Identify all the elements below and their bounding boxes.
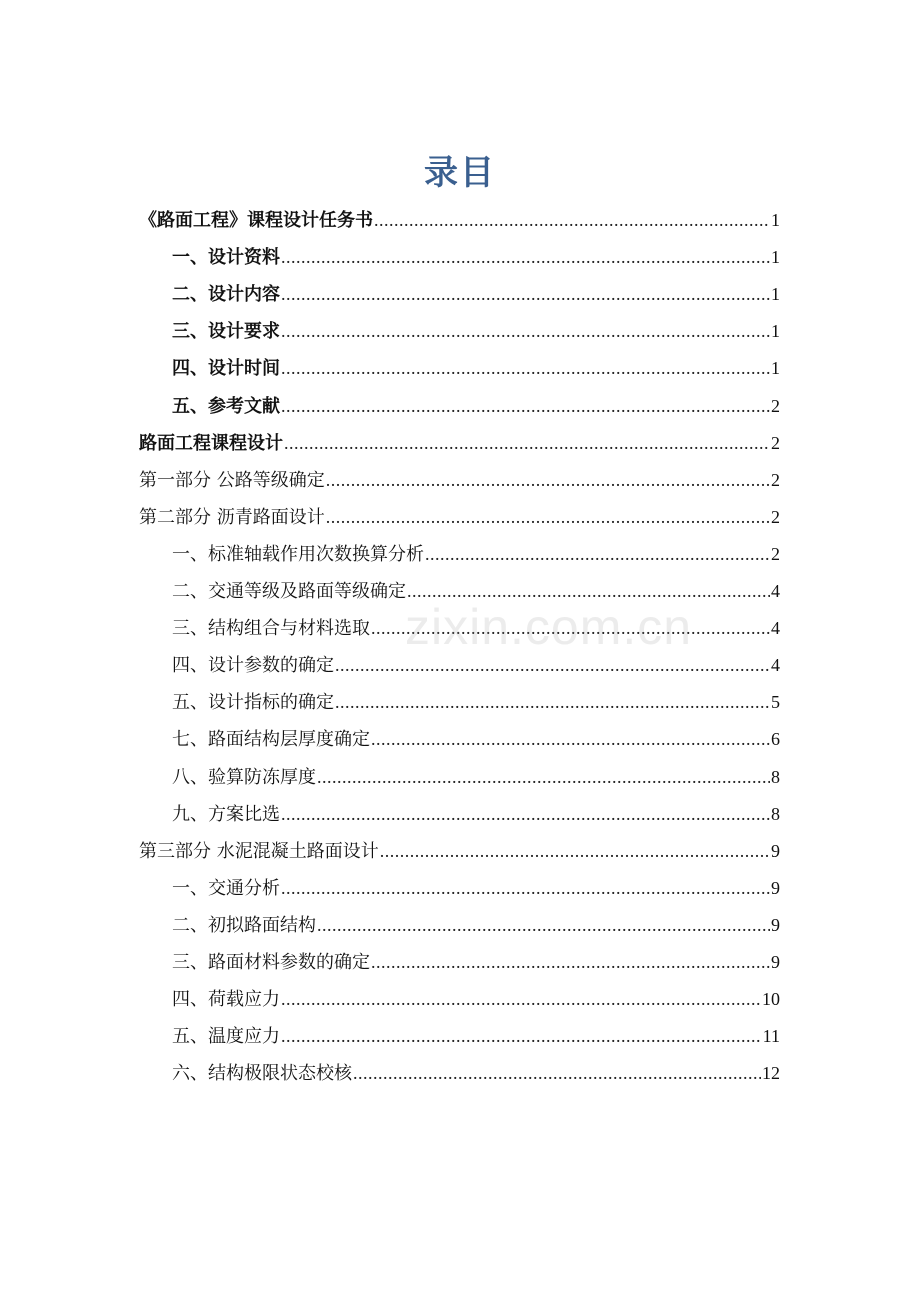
- toc-entry-label: 三、路面材料参数的确定: [172, 952, 370, 973]
- toc-entry-label: 一、设计资料: [172, 247, 280, 269]
- toc-entry[interactable]: [172, 796, 780, 833]
- toc-page-number: 4: [771, 655, 780, 676]
- watermark: zixin.com.cn: [405, 599, 693, 655]
- toc-entry[interactable]: [139, 833, 780, 870]
- toc-dot-leader: [317, 759, 770, 796]
- toc-entry[interactable]: [172, 684, 780, 721]
- toc-entry[interactable]: [172, 610, 780, 647]
- toc-dot-leader: [335, 684, 770, 721]
- toc-entry[interactable]: [139, 202, 780, 239]
- toc-entry[interactable]: [172, 239, 780, 276]
- toc-entry[interactable]: [172, 573, 780, 610]
- toc-dot-leader: [281, 239, 770, 276]
- toc-dot-leader: [281, 1018, 762, 1055]
- toc-page-number: 2: [771, 543, 780, 564]
- toc-entry-label: 四、设计时间: [172, 358, 280, 380]
- toc-entry[interactable]: [172, 1018, 780, 1055]
- toc-dot-leader: [371, 610, 770, 647]
- toc-entry-label: 四、荷载应力: [172, 989, 280, 1011]
- toc-entry[interactable]: [172, 313, 780, 350]
- toc-entry[interactable]: [139, 425, 780, 462]
- toc-page-number: 1: [771, 210, 780, 230]
- toc-dot-leader: [284, 425, 770, 462]
- toc-entry[interactable]: [172, 944, 780, 981]
- toc-dot-leader: [281, 796, 770, 833]
- toc-entry-label: 三、设计要求: [172, 321, 280, 343]
- toc-page-number: 1: [771, 247, 780, 268]
- toc-entry-label: 七、路面结构层厚度确定: [172, 729, 370, 751]
- toc-dot-leader: [317, 907, 770, 944]
- toc-entry[interactable]: [172, 388, 780, 425]
- toc-entry[interactable]: [172, 759, 780, 796]
- toc-entry-label: 《路面工程》课程设计任务书: [139, 210, 373, 231]
- toc-entry-label: 三、结构组合与材料选取: [172, 618, 370, 640]
- toc-entry[interactable]: [139, 462, 780, 499]
- toc-dot-leader: [425, 536, 770, 573]
- toc-entry-label: 一、标准轴载作用次数换算分析: [172, 543, 424, 565]
- toc-page-number: 9: [771, 952, 780, 972]
- toc-page-number: 1: [771, 284, 780, 305]
- toc-entry-label: 二、设计内容: [172, 284, 280, 306]
- toc-page-number: 9: [771, 840, 780, 861]
- toc-entry-label: 九、方案比选: [172, 803, 280, 825]
- toc-page-number: 6: [771, 729, 780, 750]
- toc-dot-leader: [371, 944, 770, 981]
- toc-dot-leader: [281, 981, 761, 1018]
- toc-dot-leader: [326, 462, 770, 499]
- toc-page-number: 2: [771, 395, 780, 416]
- toc-entry-label: 第二部分 沥青路面设计: [139, 506, 325, 528]
- page-title: 录目: [424, 153, 496, 193]
- toc-entry[interactable]: [172, 647, 780, 684]
- toc-entry-label: 八、验算防冻厚度: [172, 766, 316, 788]
- toc-dot-leader: [407, 573, 770, 610]
- toc-entry[interactable]: [139, 499, 780, 536]
- toc-entry-label: 二、初拟路面结构: [172, 914, 316, 936]
- toc-page-number: 1: [771, 358, 780, 379]
- toc-entry[interactable]: [172, 721, 780, 758]
- toc-page-number: 4: [771, 581, 780, 601]
- toc-dot-leader: [281, 313, 770, 350]
- toc-page-number: 9: [771, 914, 780, 935]
- toc-entry-label: 四、设计参数的确定: [172, 655, 334, 677]
- toc-dot-leader: [353, 1055, 761, 1092]
- toc-entry-label: 一、交通分析: [172, 877, 280, 899]
- toc-entry[interactable]: [172, 907, 780, 944]
- toc-entry-label: 路面工程课程设计: [139, 432, 283, 454]
- toc-dot-leader: [281, 350, 770, 387]
- toc-entry[interactable]: [172, 536, 780, 573]
- toc-dot-leader: [281, 870, 770, 907]
- toc-page-number: 1: [771, 321, 780, 342]
- toc-page-number: 4: [771, 618, 780, 639]
- toc-dot-leader: [380, 833, 770, 870]
- toc-page-number: 8: [771, 803, 780, 824]
- toc-entry-label: 五、温度应力: [172, 1026, 280, 1048]
- toc-entry[interactable]: [172, 276, 780, 313]
- toc-page-number: 2: [771, 469, 780, 490]
- toc-dot-leader: [371, 721, 770, 758]
- toc-entry-label: 六、结构极限状态校核: [172, 1063, 352, 1085]
- toc-dot-leader: [374, 202, 770, 239]
- toc-dot-leader: [281, 276, 770, 313]
- toc-dot-leader: [326, 499, 770, 536]
- toc-page-number: 8: [771, 766, 780, 787]
- toc-entry-label: 第一部分 公路等级确定: [139, 469, 325, 491]
- toc-page-number: 9: [771, 877, 780, 898]
- toc-page-number: 11: [762, 1026, 780, 1047]
- toc-entry-label: 五、参考文献: [172, 395, 280, 417]
- toc-entry-label: 第三部分 水泥混凝土路面设计: [139, 840, 379, 862]
- toc-dot-leader: [335, 647, 770, 684]
- toc-entry[interactable]: [172, 350, 780, 387]
- toc-entry[interactable]: [172, 981, 780, 1018]
- toc-dot-leader: [281, 388, 770, 425]
- toc-entry-label: 二、交通等级及路面等级确定: [172, 581, 406, 602]
- toc-page-number: 5: [771, 692, 780, 713]
- toc-entry[interactable]: [172, 870, 780, 907]
- toc-page-number: 12: [762, 1063, 780, 1084]
- toc-page-number: 2: [771, 506, 780, 527]
- toc-page-number: 10: [762, 989, 780, 1010]
- toc-page-number: 2: [771, 432, 780, 453]
- toc-entry[interactable]: [172, 1055, 780, 1092]
- toc-entry-label: 五、设计指标的确定: [172, 692, 334, 714]
